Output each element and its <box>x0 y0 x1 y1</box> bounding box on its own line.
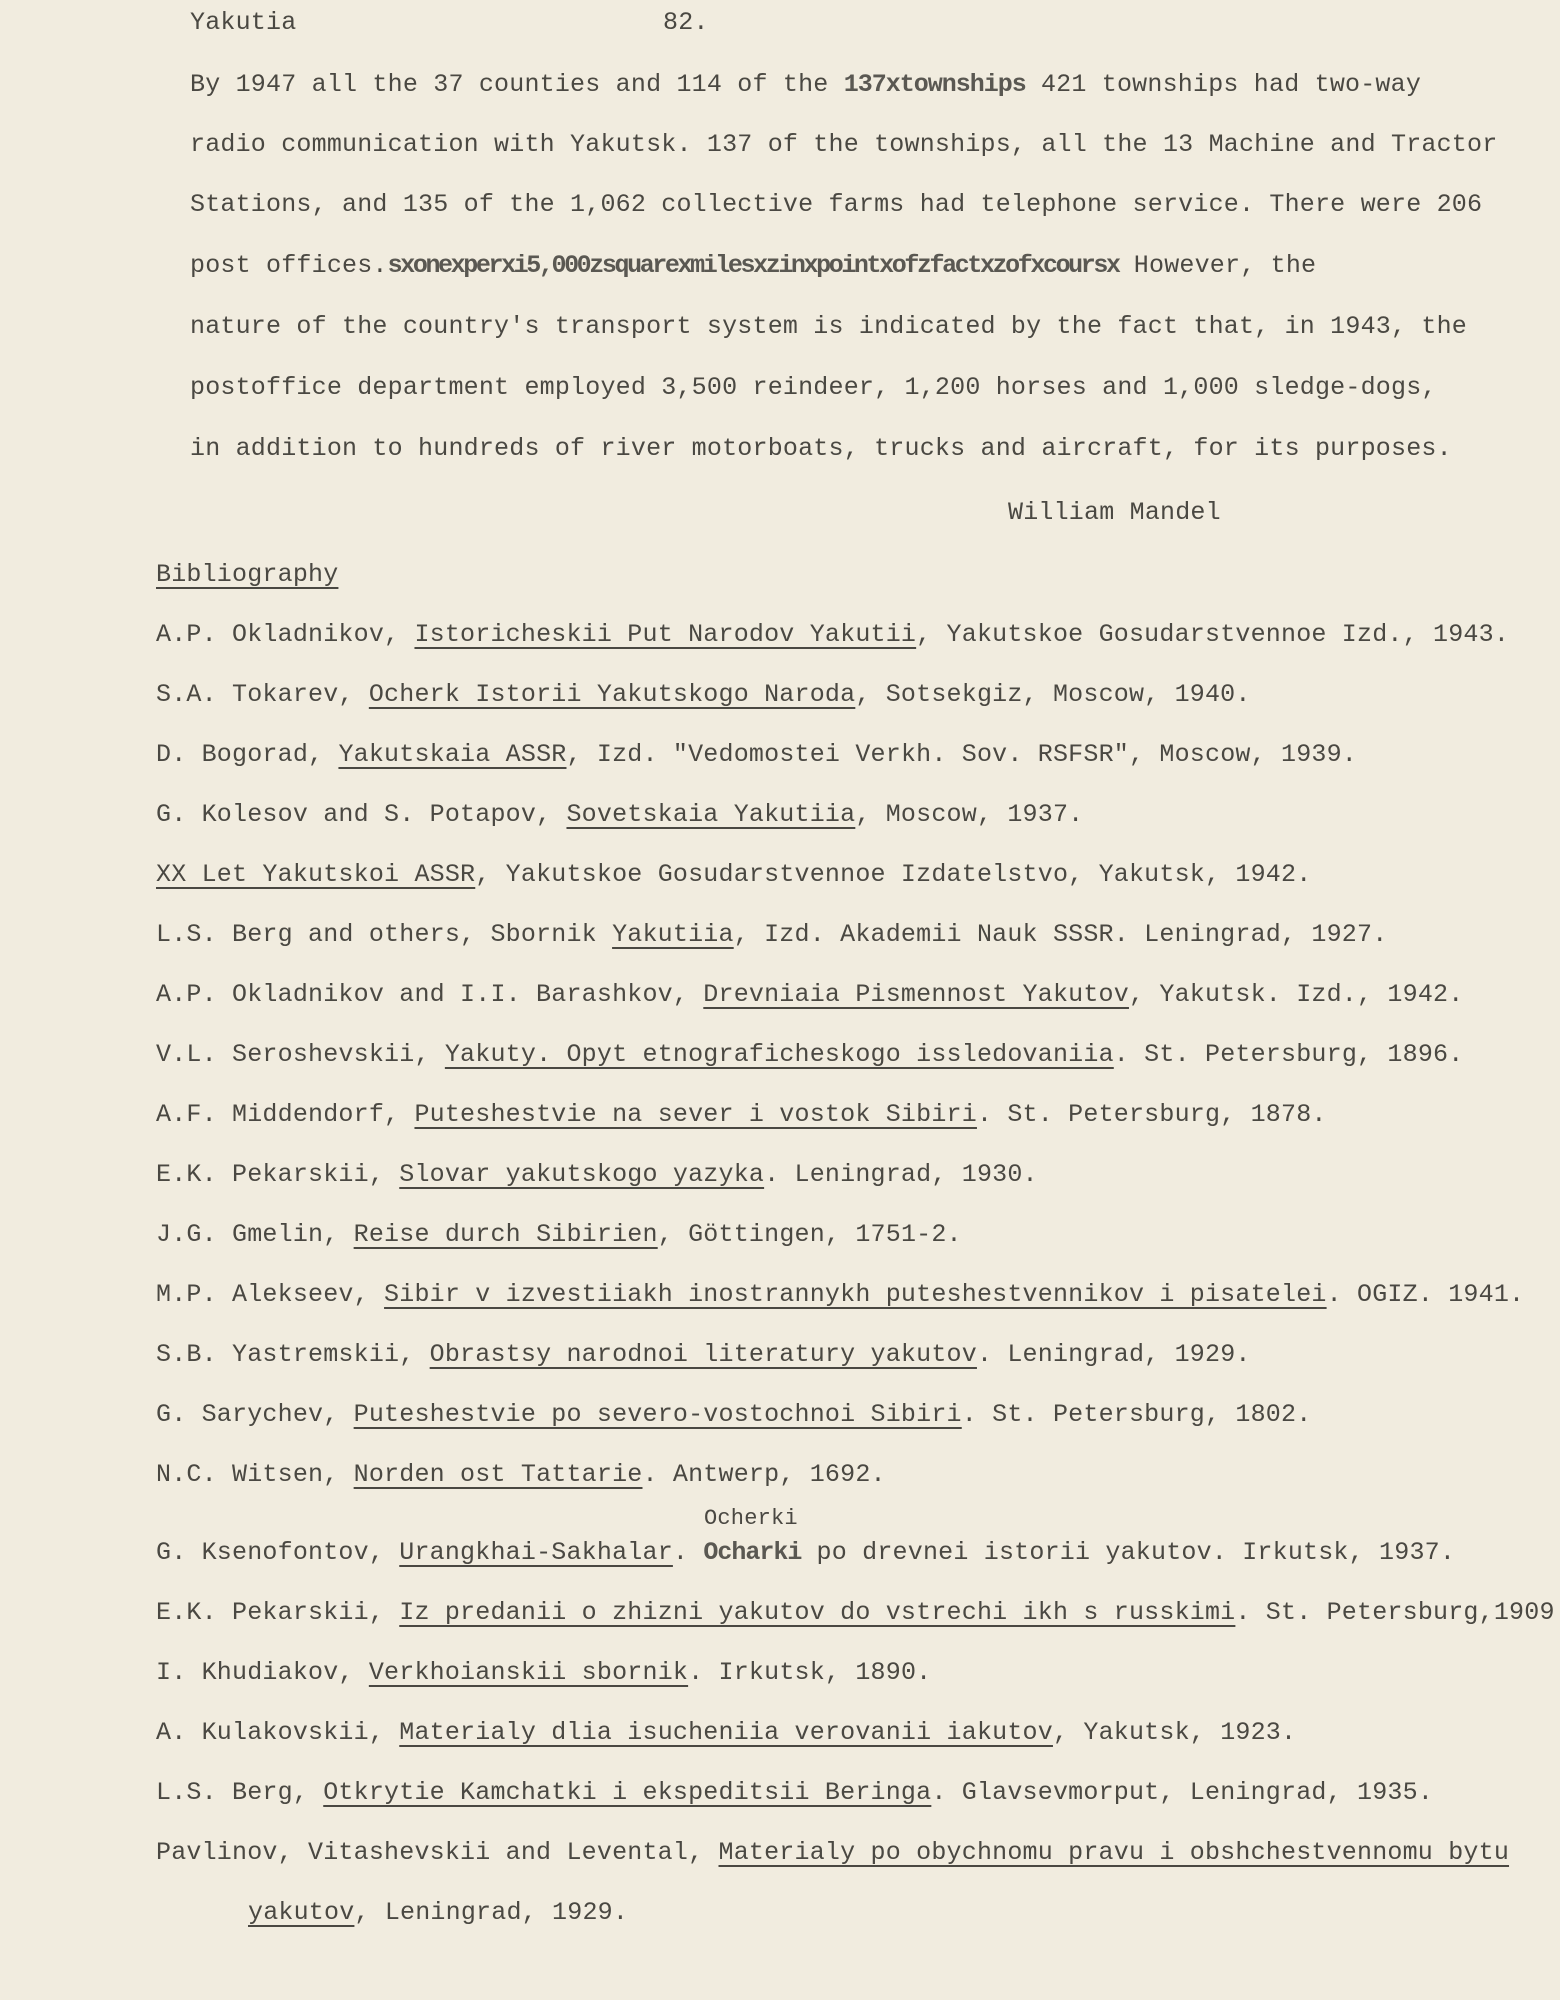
bib-entry <box>156 1838 1509 1868</box>
bib-entry <box>156 1460 886 1490</box>
body-line-1 <box>190 70 1421 100</box>
bib-entry-continuation <box>248 1898 628 1928</box>
bib-entry <box>156 980 1463 1010</box>
bib-title: Verkhoianskii sbornik <box>368 1658 689 1687</box>
running-header: Yakutia <box>190 8 297 37</box>
body-line-4 <box>190 251 1316 281</box>
bibliography-heading: Bibliography <box>156 560 339 589</box>
bib-title: Ocherk Istorii Yakutskogo Naroda <box>368 680 856 709</box>
page-number: 82. <box>663 8 709 37</box>
bib-title: XX Let Yakutskoi ASSR <box>156 860 476 889</box>
bib-imprint: , Izd. "Vedomostei Verkh. Sov. RSFSR", Moscow, 1939. <box>566 740 1358 769</box>
bib-author: S.A. Tokarev, <box>156 680 369 709</box>
bib-title: Sovetskaia Yakutiia <box>566 800 856 829</box>
struck-text-townships: 137xtownships <box>843 70 1026 99</box>
bib-author: L.S. Berg, <box>156 1778 324 1807</box>
bib-imprint: . St. Petersburg, 1896. <box>1113 1040 1464 1069</box>
bib-title: Obrastsy narodnoi literatury yakutov <box>429 1340 977 1369</box>
bib-title: Materialy po obychnomu pravu i obshchestvennomu bytu <box>718 1838 1510 1867</box>
body-line-7: in addition to hundreds of river motorboats, trucks and aircraft, for its purposes. <box>190 434 1452 463</box>
struck-text-area: sxonexperxi5,000zsquarexmilesxzinxpointxofzfactxzofxcoursx <box>387 251 1119 280</box>
body-line-6: postoffice department employed 3,500 reindeer, 1,200 horses and 1,000 sledge-dogs, <box>190 373 1437 402</box>
bib-imprint: , Yakutsk. Izd., 1942. <box>1128 980 1464 1009</box>
bib-imprint: . St. Petersburg,1909 <box>1235 1598 1555 1627</box>
bib-title: Puteshestvie na sever i vostok Sibiri <box>414 1100 977 1129</box>
bib-imprint: , Leningrad, 1929. <box>354 1898 629 1927</box>
bib-entry <box>156 740 1357 770</box>
bib-title: Sibir v izvestiiakh inostrannykh puteshestvennikov i pisatelei <box>384 1280 1327 1309</box>
bib-title: Reise durch Sibirien <box>353 1220 658 1249</box>
bib-entry <box>156 1778 1433 1808</box>
bib-entry <box>156 1400 1311 1430</box>
bib-imprint: . St. Petersburg, 1878. <box>976 1100 1327 1129</box>
bib-entry <box>156 1340 1251 1370</box>
bib-title: Yakuty. Opyt etnograficheskogo issledovaniia <box>444 1040 1114 1069</box>
bib-author: L.S. Berg and others, Sbornik <box>156 920 613 949</box>
bib-imprint: . Leningrad, 1930. <box>764 1160 1038 1189</box>
inserted-correction: Ocherki <box>704 1506 798 1531</box>
bib-author: A.P. Okladnikov and I.I. Barashkov, <box>156 980 704 1009</box>
bib-title: Yakutskaia ASSR <box>338 740 567 769</box>
bib-title: yakutov <box>248 1898 355 1927</box>
bib-author: V.L. Seroshevskii, <box>156 1040 445 1069</box>
bib-imprint: . Glavsevmorput, Leningrad, 1935. <box>931 1778 1434 1807</box>
bib-author: G. Kolesov and S. Potapov, <box>156 800 567 829</box>
bib-title: Slovar yakutskogo yazyka <box>399 1160 765 1189</box>
bib-author: N.C. Witsen, <box>156 1460 354 1489</box>
bib-author: M.P. Alekseev, <box>156 1280 385 1309</box>
bib-title: Materialy dlia isucheniia verovanii iakutov <box>399 1718 1053 1747</box>
bib-imprint: . Irkutsk, 1890. <box>688 1658 932 1687</box>
bib-imprint: . Antwerp, 1692. <box>642 1460 886 1489</box>
bib-author: E.K. Pekarskii, <box>156 1160 400 1189</box>
bib-imprint: . <box>672 1538 704 1567</box>
bib-imprint: , Sotsekgiz, Moscow, 1940. <box>855 680 1251 709</box>
bib-author: Pavlinov, Vitashevskii and Levental, <box>156 1838 719 1867</box>
body-line-1-start: By 1947 all the 37 counties and 114 of the <box>190 70 844 99</box>
bib-entry <box>156 1598 1555 1628</box>
bib-author: A.F. Middendorf, <box>156 1100 415 1129</box>
bib-author: E.K. Pekarskii, <box>156 1598 400 1627</box>
bib-title: Drevniaia Pismennost Yakutov <box>703 980 1129 1009</box>
bib-title: Istoricheskii Put Narodov Yakutii <box>414 620 917 649</box>
bib-author: S.B. Yastremskii, <box>156 1340 430 1369</box>
struck-text-ocharki: Ocharki <box>703 1538 802 1567</box>
body-line-4-end: However, the <box>1118 251 1317 280</box>
bib-entry <box>156 1220 962 1250</box>
bib-imprint: , Yakutskoe Gosudarstvennoe Izdatelstvo, Yakutsk, 1942. <box>475 860 1312 889</box>
bib-author: A.P. Okladnikov, <box>156 620 415 649</box>
bib-author: D. Bogorad, <box>156 740 339 769</box>
bib-imprint: . Leningrad, 1929. <box>976 1340 1251 1369</box>
body-line-3: Stations, and 135 of the 1,062 collective farms had telephone service. There were 206 <box>190 190 1483 219</box>
bib-imprint: , Göttingen, 1751-2. <box>657 1220 962 1249</box>
bib-title: Puteshestvie po severo-vostochnoi Sibiri <box>353 1400 962 1429</box>
bib-title: Urangkhai-Sakhalar <box>399 1538 673 1567</box>
bib-imprint-rest: po drevnei istorii yakutov. Irkutsk, 1937. <box>801 1538 1456 1567</box>
bib-imprint: , Izd. Akademii Nauk SSSR. Leningrad, 1927. <box>733 920 1388 949</box>
bib-entry <box>156 1280 1524 1310</box>
bib-entry <box>156 1718 1296 1748</box>
bib-title: Otkrytie Kamchatki i ekspeditsii Beringa <box>323 1778 932 1807</box>
signature: William Mandel <box>1008 498 1221 527</box>
bib-author: G. Ksenofontov, <box>156 1538 400 1567</box>
bib-imprint: . OGIZ. 1941. <box>1326 1280 1525 1309</box>
bib-author: G. Sarychev, <box>156 1400 354 1429</box>
bib-author: I. Khudiakov, <box>156 1658 369 1687</box>
bib-entry <box>156 1160 1038 1190</box>
bib-title: Norden ost Tattarie <box>353 1460 643 1489</box>
bib-entry <box>156 800 1083 830</box>
body-line-5: nature of the country's transport system is indicated by the fact that, in 1943, the <box>190 312 1468 341</box>
bib-imprint: , Moscow, 1937. <box>855 800 1084 829</box>
body-line-1-end: 421 townships had two-way <box>1025 70 1422 99</box>
bib-entry <box>156 860 1311 890</box>
bib-imprint: . St. Petersburg, 1802. <box>961 1400 1312 1429</box>
bib-imprint: , Yakutskoe Gosudarstvennoe Izd., 1943. <box>916 620 1510 649</box>
bib-entry <box>156 620 1509 650</box>
bib-author: J.G. Gmelin, <box>156 1220 354 1249</box>
bib-author: A. Kulakovskii, <box>156 1718 400 1747</box>
bib-entry <box>156 1040 1463 1070</box>
bib-entry <box>156 1658 931 1688</box>
body-line-2: radio communication with Yakutsk. 137 of the townships, all the 13 Machine and Tractor <box>190 130 1498 159</box>
bib-title: Iz predanii o zhizni yakutov do vstrechi ikh s russkimi <box>399 1598 1236 1627</box>
bib-imprint: , Yakutsk, 1923. <box>1052 1718 1297 1747</box>
bib-title: Yakutiia <box>612 920 734 949</box>
bib-entry <box>156 920 1387 950</box>
bib-entry <box>156 1100 1327 1130</box>
bib-entry <box>156 680 1251 710</box>
body-line-4-start: post offices. <box>190 251 388 280</box>
bib-entry <box>156 1538 1455 1568</box>
